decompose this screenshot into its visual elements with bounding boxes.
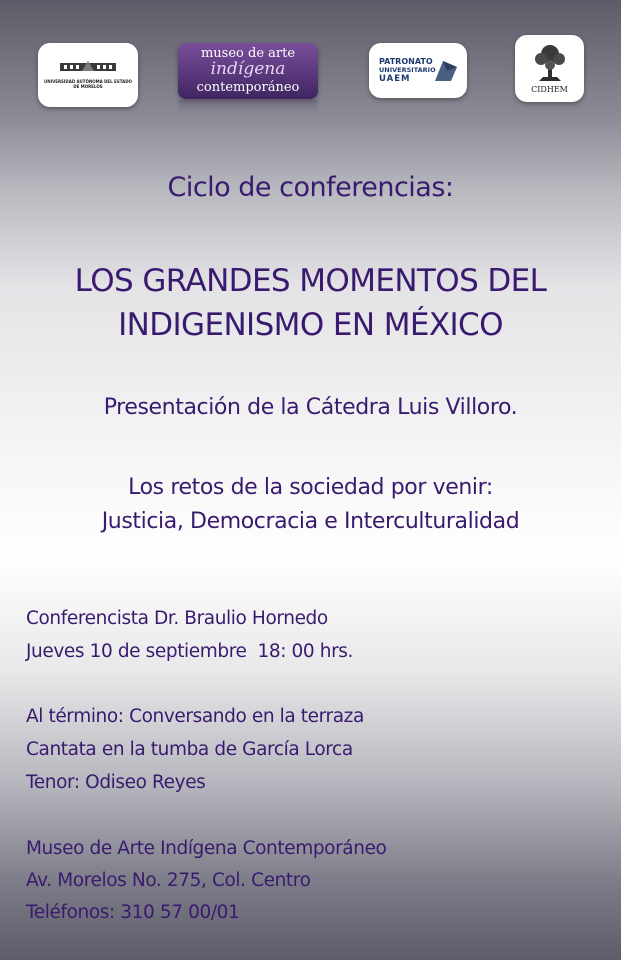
museo-logo-line3: contemporáneo [196, 80, 300, 95]
datetime-text: Jueves 10 de septiembre 18: 00 hrs. [26, 641, 354, 662]
museo-logo [178, 43, 318, 99]
patronato-emblem-icon [433, 59, 459, 83]
cidhem-logo [515, 35, 584, 102]
patronato-line2: UNIVERSITARIO [379, 66, 436, 74]
title-line-1: LOS GRANDES MOMENTOS DEL [74, 263, 547, 299]
venue-text: Museo de Arte Indígena Contemporáneo [26, 838, 387, 859]
cidhem-logo-text: CIDHEM [531, 85, 568, 94]
tree-icon [529, 41, 571, 83]
museo-logo-reflection [178, 100, 318, 114]
intro-heading: Ciclo de conferencias: [167, 172, 454, 203]
title-line-2: INDIGENISMO EN MÉXICO [118, 307, 503, 343]
uaem-logo-text: UNIVERSIDAD AUTÓNOMA DEL ESTADO DE MORELOS [44, 79, 132, 89]
uaem-emblem-icon [60, 60, 116, 74]
speaker-text: Conferencista Dr. Braulio Hornedo [26, 608, 328, 629]
phones-text: Teléfonos: 310 57 00/01 [26, 902, 240, 923]
museo-logo-line2: indígena [210, 59, 286, 79]
patronato-logo [369, 43, 467, 98]
address-text: Av. Morelos No. 275, Col. Centro [26, 870, 311, 891]
presentation-text: Presentación de la Cátedra Luis Villoro. [103, 395, 518, 420]
uaem-logo [38, 43, 138, 107]
patronato-logo-text [379, 57, 436, 84]
tenor-text: Tenor: Odiseo Reyes [26, 772, 206, 793]
after-event-text: Al término: Conversando en la terraza [26, 706, 364, 727]
cantata-text: Cantata en la tumba de García Lorca [26, 739, 353, 760]
patronato-line1: PATRONATO [379, 57, 433, 66]
museo-logo-line1: museo de arte [200, 46, 296, 61]
patronato-line3: UAEM [379, 74, 411, 84]
theme-line-1: Los retos de la sociedad por venir: [128, 475, 493, 500]
theme-line-2: Justicia, Democracia e Interculturalidad [101, 509, 520, 534]
